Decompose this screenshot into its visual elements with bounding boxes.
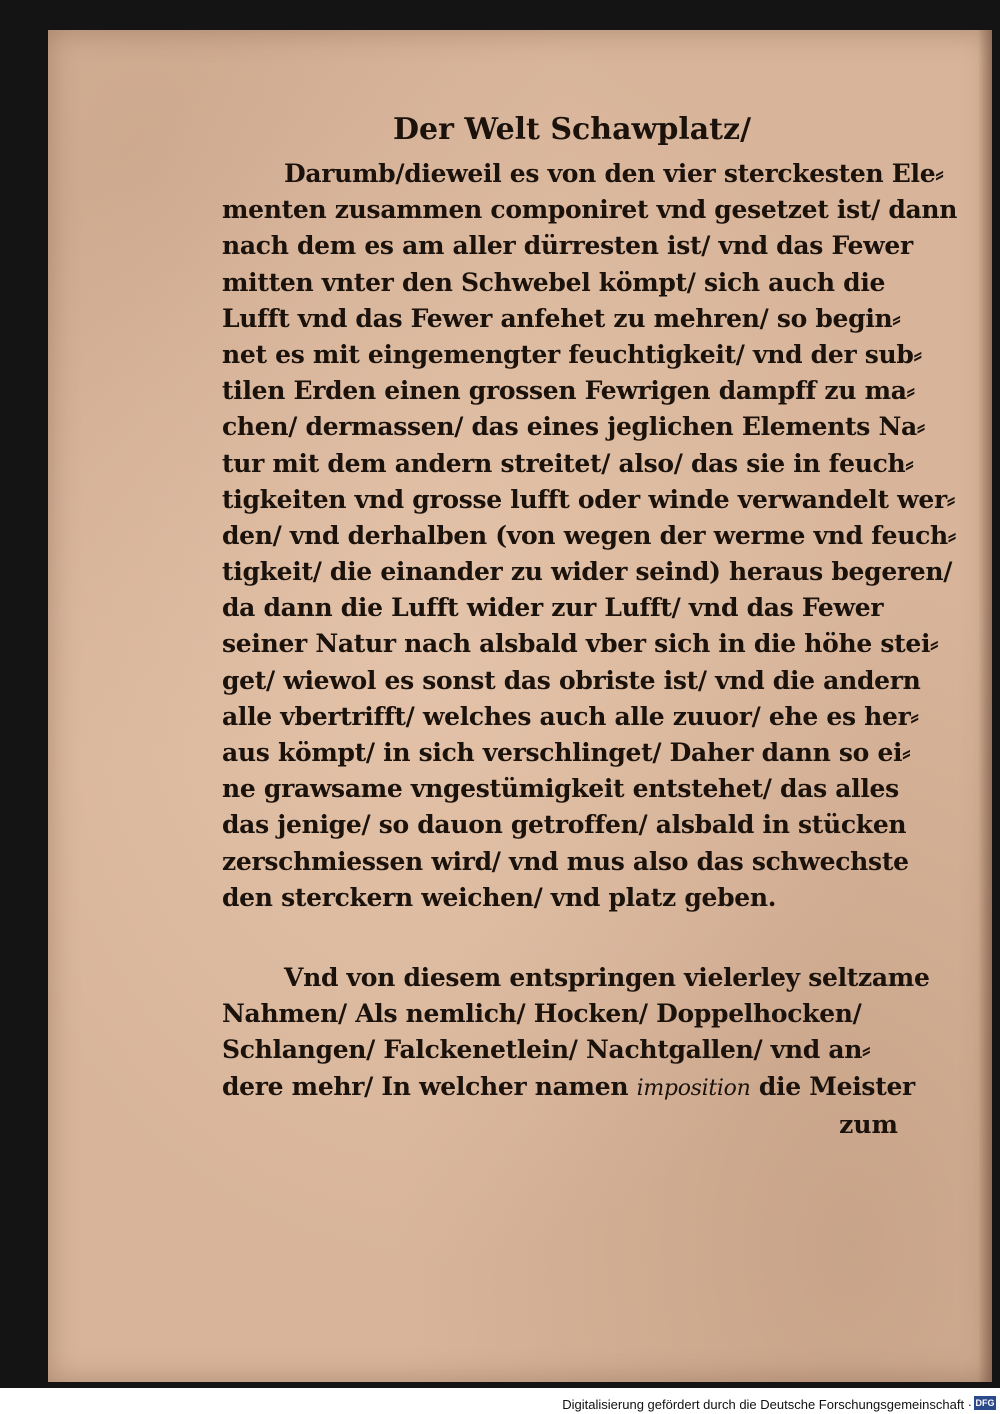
text-line: tur mit dem andern streitet/ also/ das sie in feuch⸗ <box>222 448 914 478</box>
digitization-credit: Digitalisierung gefördert durch die Deutsche Forschungsgemeinschaft · <box>562 1397 972 1412</box>
text-line: Lufft vnd das Fewer anfehet zu mehren/ so begin⸗ <box>222 303 901 333</box>
text-line: mitten vnter den Schwebel kömpt/ sich auch die <box>222 267 886 297</box>
text-line: alle vbertrifft/ welches auch alle zuuor/ ehe es her⸗ <box>222 701 919 731</box>
text-line: get/ wiewol es sonst das obriste ist/ vnd die andern <box>222 665 921 695</box>
text-line: tilen Erden einen grossen Fewrigen dampff zu ma⸗ <box>222 376 915 406</box>
text-line: seiner Natur nach alsbald vber sich in die höhe stei⸗ <box>222 629 939 659</box>
paragraph-spacer <box>222 916 922 960</box>
page-text-block <box>222 108 958 1145</box>
text-line: da dann die Lufft wider zur Lufft/ vnd das Fewer <box>222 593 884 623</box>
running-head: Der Welt Schawplatz/ <box>392 112 752 147</box>
text-line: tigkeit/ die einander zu wider seind) heraus begeren/ <box>222 557 953 587</box>
text-line: Darumb/dieweil es von den vier sterckesten Ele⸗ <box>284 159 944 188</box>
text-segment: dere mehr/ In welcher namen <box>222 1071 637 1101</box>
text-line: Nahmen/ Als nemlich/ Hocken/ Doppelhocken/ <box>222 999 862 1029</box>
text-line: chen/ dermassen/ das eines jeglichen Elements Na⸗ <box>222 412 925 442</box>
paragraph-1 <box>222 156 958 916</box>
page-edge-shadow <box>978 30 992 1382</box>
text-segment: die Meister <box>750 1071 915 1101</box>
text-line: zerschmiessen wird/ vnd mus also das schwechste <box>222 846 909 876</box>
text-line: aus kömpt/ in sich verschlinget/ Daher dann so ei⸗ <box>222 738 911 767</box>
catchword: zum <box>839 1109 898 1139</box>
text-line: ne grawsame vngestümigkeit entstehet/ das alles <box>222 774 899 804</box>
paragraph-2 <box>222 960 930 1105</box>
text-line: den sterckern weichen/ vnd platz geben. <box>222 882 777 912</box>
text-line: das jenige/ so dauon getroffen/ alsbald in stücken <box>222 810 907 840</box>
text-line: Schlangen/ Falckenetlein/ Nachtgallen/ vnd an⸗ <box>222 1035 871 1065</box>
dfg-logo: DFG <box>975 1398 995 1408</box>
italic-term: imposition <box>636 1075 751 1101</box>
text-line: Vnd von diesem entspringen vielerley seltzame <box>284 962 930 992</box>
text-line: net es mit eingemengter feuchtigkeit/ vnd der sub⸗ <box>222 339 922 369</box>
text-line: tigkeiten vnd grosse lufft oder winde verwandelt wer⸗ <box>222 484 955 514</box>
text-line: den/ vnd derhalben (von wegen der werme vnd feuch⸗ <box>222 520 956 550</box>
text-line: menten zusammen componiret vnd gesetzet ist/ dann <box>222 195 958 225</box>
text-line <box>222 1069 922 1105</box>
text-line: nach dem es am aller dürresten ist/ vnd das Fewer <box>222 231 913 261</box>
